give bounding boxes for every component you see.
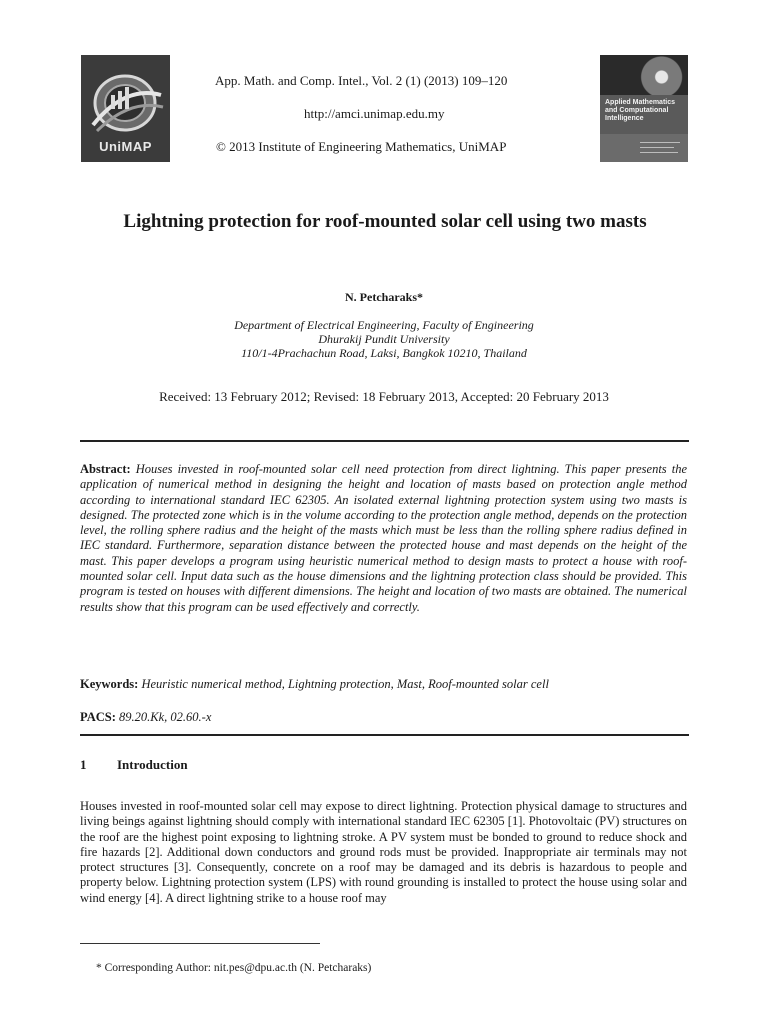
section-title: Introduction (117, 757, 188, 772)
copyright-line: © 2013 Institute of Engineering Mathematics, UniMAP (216, 139, 507, 154)
keywords (80, 677, 687, 692)
unimap-logo (81, 55, 170, 162)
divider-top (80, 440, 689, 442)
pacs-text: 89.20.Kk, 02.60.-x (119, 710, 212, 724)
introduction-paragraph: Houses invested in roof-mounted solar cell may expose to direct lightning. Protection physical damage to structures and living beings against lightning should comply with international standard IEC 62305 [1]. Photovoltaic (PV) structures on the roof are the highest point exposing to lightning stroke. A PV system must be bonded to ground to reduce shock and fire hazards [2]. Additional down conductors and ground rods must be provided. Inappropriate air terminals may not protect structures [3]. Consequently, concrete on a roof may be damaged and its debris is hazardous to people and property below. Lightning protection system (LPS) with round grounding is installed to protect the house using solar and wind energy [4]. A direct lightning strike to a house roof may (80, 799, 687, 905)
journal-url[interactable]: http://amci.unimap.edu.my (304, 106, 445, 121)
abstract (80, 462, 687, 615)
journal-cover (600, 55, 688, 162)
logo-text: UniMAP (99, 139, 152, 154)
paper-title: Lightning protection for roof-mounted solar cell using two masts (123, 211, 647, 232)
cover-title: Applied Mathematics and Computational Intelligence (605, 99, 676, 122)
section-number: 1 (80, 757, 87, 772)
author-name: N. Petcharaks* (345, 290, 423, 304)
footnote-divider (80, 943, 320, 944)
footnote: * Corresponding Author: nit.pes@dpu.ac.th (N. Petcharaks) (96, 962, 372, 974)
keywords-label: Keywords: (80, 677, 139, 691)
cover-artwork (600, 55, 688, 95)
affiliation-address: 110/1-4Prachachun Road, Laksi, Bangkok 10210, Thailand (241, 346, 527, 360)
section-heading (80, 757, 188, 773)
cover-footer (600, 134, 688, 162)
submission-dates: Received: 13 February 2012; Revised: 18 February 2013, Accepted: 20 February 2013 (159, 389, 609, 404)
divider-bottom (80, 734, 689, 736)
affiliation-department: Department of Electrical Engineering, Faculty of Engineering (234, 318, 534, 332)
pacs (80, 710, 687, 725)
pacs-label: PACS: (80, 710, 116, 724)
abstract-label: Abstract: (80, 462, 131, 476)
journal-citation: App. Math. and Comp. Intel., Vol. 2 (1) (2013) 109–120 (215, 73, 508, 88)
abstract-text: Houses invested in roof-mounted solar cell need protection from direct lightning. This paper presents the application of numerical method in designing the height and location of masts based on protection angle method according to international standard IEC 62305. An isolated external lightning protection system using two masts is designed. The protected zone which is in the volume according to the protection angle method, depends on the protection level, the rolling sphere radius and the height of the masts which must be less than the rolling sphere radius defined in IEC standard. Furthermore, separation distance between the protected house and mast depends on the height of the mast. This paper develops a program using heuristic numerical method to design masts to protect a house with roof-mounted solar cell. Input data such as the house dimensions and the lightning protection class should be provided. This program is tested on houses with different dimensions. The height and location of two masts are obtained. The numerical results show that this program can be used effectively and correctly. (80, 462, 687, 614)
keywords-text: Heuristic numerical method, Lightning protection, Mast, Roof-mounted solar cell (141, 677, 549, 691)
affiliation-university: Dhurakij Pundit University (318, 332, 450, 346)
